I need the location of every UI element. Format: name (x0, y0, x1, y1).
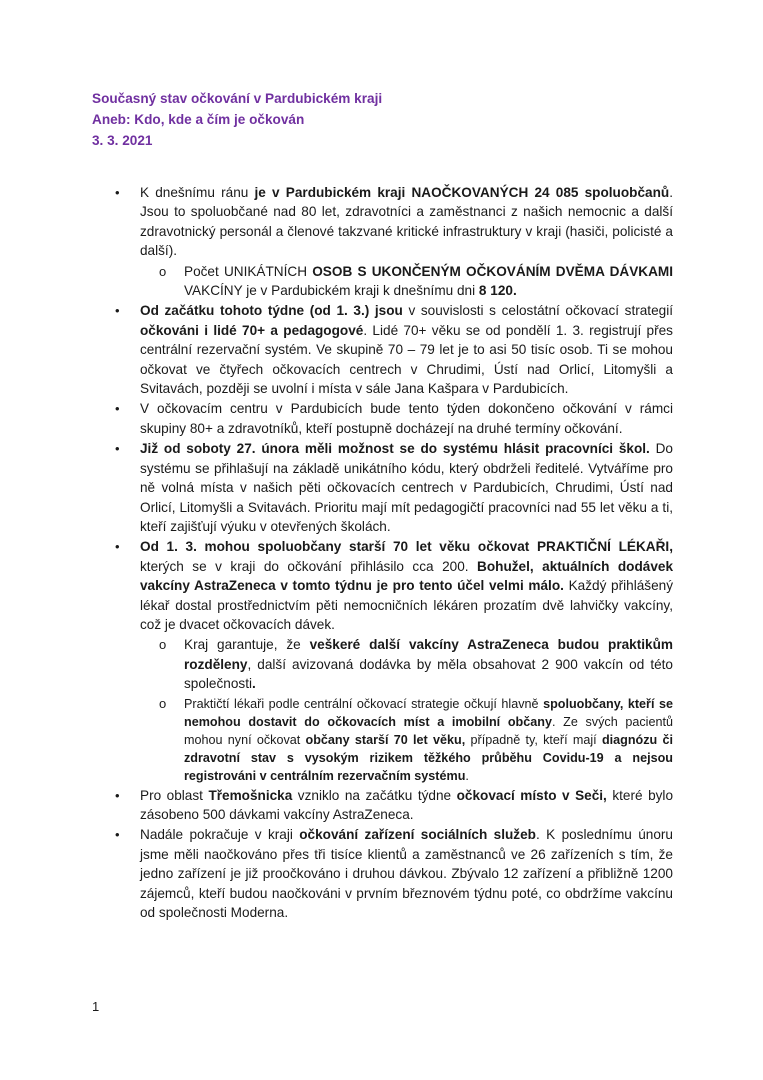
bold-text: Bohužel, aktuálních dodávek vakcíny AstraZeneca v tomto týdnu je pro tento účel velmi málo. (140, 558, 674, 594)
bold-text: 8 120. (478, 283, 517, 299)
bullet-marker: • (115, 787, 120, 803)
bullet-marker: • (115, 827, 120, 843)
bullet-list (115, 183, 674, 923)
list-item (115, 439, 673, 536)
text-run: vzniklo na začátku týdne (292, 787, 457, 803)
list-item-text (140, 401, 673, 435)
text-run: . (465, 768, 469, 783)
list-item (115, 301, 673, 398)
text-run: . K poslednímu únoru jsme měli naočkováno přes tři tisíce klientů a zaměstnanců ve 26 zařízeních s tím, že jedno zařízení je již proočkováno i druhou dávkou. Zbývalo 12 zařízení a přibližně 1200 zájemců, kteří budou naočkováni v prvním březnovém týdnu poté, co obdržíme vakcínu od společnosti Moderna. (140, 827, 673, 920)
text-run: VAKCÍNY je v Pardubickém kraji k dnešnímu dni (184, 283, 479, 299)
list-item-text (140, 788, 673, 822)
bold-text: je v Pardubickém kraji NAOČKOVANÝCH 24 085 spoluobčanů (254, 185, 670, 200)
bullet-marker: • (115, 185, 120, 200)
list-item (115, 537, 674, 634)
text-run: K dnešnímu ránu (140, 185, 255, 200)
sub-list-item (159, 635, 674, 693)
bullet-marker: • (115, 441, 120, 457)
bold-text: Třemošnicka (208, 787, 293, 803)
text-run: Každý přihlášený lékař dostal prostřednictvím pěti nemocničních lékáren prozatím dvě lahvičky vakcíny, což je dvacet očkovacích dávek. (140, 578, 674, 632)
text-run: Do systému se přihlašují na základě unikátního kódu, který obdrželi ředitelé. Vytváříme pro ně volná místa v našich pěti očkovacích centrech v Pardubicích, Chrudimi, Ústí nad Orlicí, Litomyšli a Svitavách. Prioritu mají mít pedagogičtí pracovníci nad 55 let věku a ti, kteří zajišťují výuku v otevřených školách. (140, 441, 673, 534)
text-run: v souvislosti s celostátní očkovací strategií (402, 303, 673, 319)
bold-text: OSOB S UKONČENÝM OČKOVÁNÍM DVĚMA DÁVKAMI (312, 263, 674, 279)
header-title: Současný stav očkování v Pardubickém kraji (92, 91, 383, 106)
bullet-marker: • (115, 539, 120, 555)
bold-text: občany starší 70 let věku, (305, 732, 466, 747)
sub-bullet-marker: o (159, 637, 167, 653)
list-item (115, 399, 673, 438)
bold-text: . (252, 676, 256, 692)
list-item-text (140, 441, 673, 534)
bold-text: veškeré další vakcíny AstraZeneca budou praktikům rozděleny (184, 637, 674, 672)
page-number: 1 (92, 999, 100, 1014)
text-run: Pro oblast (140, 787, 209, 803)
list-item-text (140, 185, 673, 258)
list-item (115, 825, 673, 922)
document-header (92, 88, 382, 151)
text-run: které bylo zásobeno 500 dávkami vakcíny AstraZeneca. (140, 787, 674, 822)
sub-bullet-marker: o (159, 695, 167, 711)
sub-list-item (159, 695, 674, 785)
bold-text: očkování zařízení sociálních služeb (299, 827, 536, 843)
text-run: Nadále pokračuje v kraji (140, 827, 300, 843)
list-item-text (184, 637, 673, 691)
header-date: 3. 3. 2021 (92, 133, 153, 148)
text-run: případně ty, kteří mají (465, 732, 602, 747)
bold-text: Od 1. 3. mohou spoluobčany starší 70 let věku očkovat PRAKTIČNÍ LÉKAŘI, (140, 539, 673, 555)
text-run: kterých se v kraji do očkování přihlásilo cca 200. (140, 558, 478, 574)
list-item-text (184, 264, 673, 298)
bold-text: diagnózu či zdravotní stav s vysokým rizikem těžkého průběhu Covidu-19 a nejsou registrováni v centrálním rezervačním systému (184, 732, 674, 783)
text-run: V očkovacím centru v Pardubicích bude tento týden dokončeno očkování v rámci skupiny 80+ a zdravotníků, kteří postupně docházejí na druhé termíny očkování. (140, 401, 673, 436)
list-item-text (140, 827, 673, 920)
text-run: . Ze svých pacientů mohou nyní očkovat (184, 714, 673, 747)
text-run: . Lidé 70+ věku se od pondělí 1. 3. registrují přes centrální rezervační systém. Ve skupině 70 – 79 let je to asi 50 tisíc osob. Ti se mohou očkovat ve čtyřech očkovacích centrech v Chrudimi, Ústí nad Orlicí, Litomyšli a Svitavách, později se uvolní i místa v sále Jana Kašpara v Pardubicích. (140, 322, 673, 397)
text-run: . Jsou to spoluobčané nad 80 let, zdravotníci a zaměstnanci z našich nemocnic a další zdravotnický personál a členové takzvané kritické infrastruktury v kraji (hasiči, policisté a další). (140, 185, 673, 259)
bullet-marker: • (115, 401, 120, 417)
list-item (115, 183, 673, 261)
bold-text: spoluobčany, kteří se nemohou dostavit do očkovacích míst a imobilní občany (184, 696, 674, 729)
bold-text: Již od soboty 27. února měli možnost se do systému hlásit pracovníci škol. (140, 441, 650, 457)
bullet-marker: • (115, 303, 120, 319)
text-run: Kraj garantuje, že (184, 637, 310, 653)
list-item-text (184, 697, 673, 783)
text-run: , další avizovaná dodávka by měla obsahovat 2 900 vakcín od této společnosti (184, 656, 673, 692)
bold-text: očkováni i lidé 70+ a pedagogové (140, 322, 364, 338)
sub-list-item (159, 262, 674, 301)
bold-text: očkovací místo v Seči, (456, 787, 607, 803)
header-subtitle: Aneb: Kdo, kde a čím je očkován (92, 112, 305, 127)
list-item-text (140, 303, 673, 396)
text-run: Praktičtí lékaři podle centrální očkovací strategie očkují hlavně (184, 696, 544, 711)
text-run: Počet UNIKÁTNÍCH (184, 263, 313, 279)
sub-bullet-marker: o (159, 263, 167, 279)
bold-text: Od začátku tohoto týdne (od 1. 3.) jsou (140, 303, 403, 319)
list-item-text (140, 539, 673, 632)
list-item (115, 786, 674, 825)
